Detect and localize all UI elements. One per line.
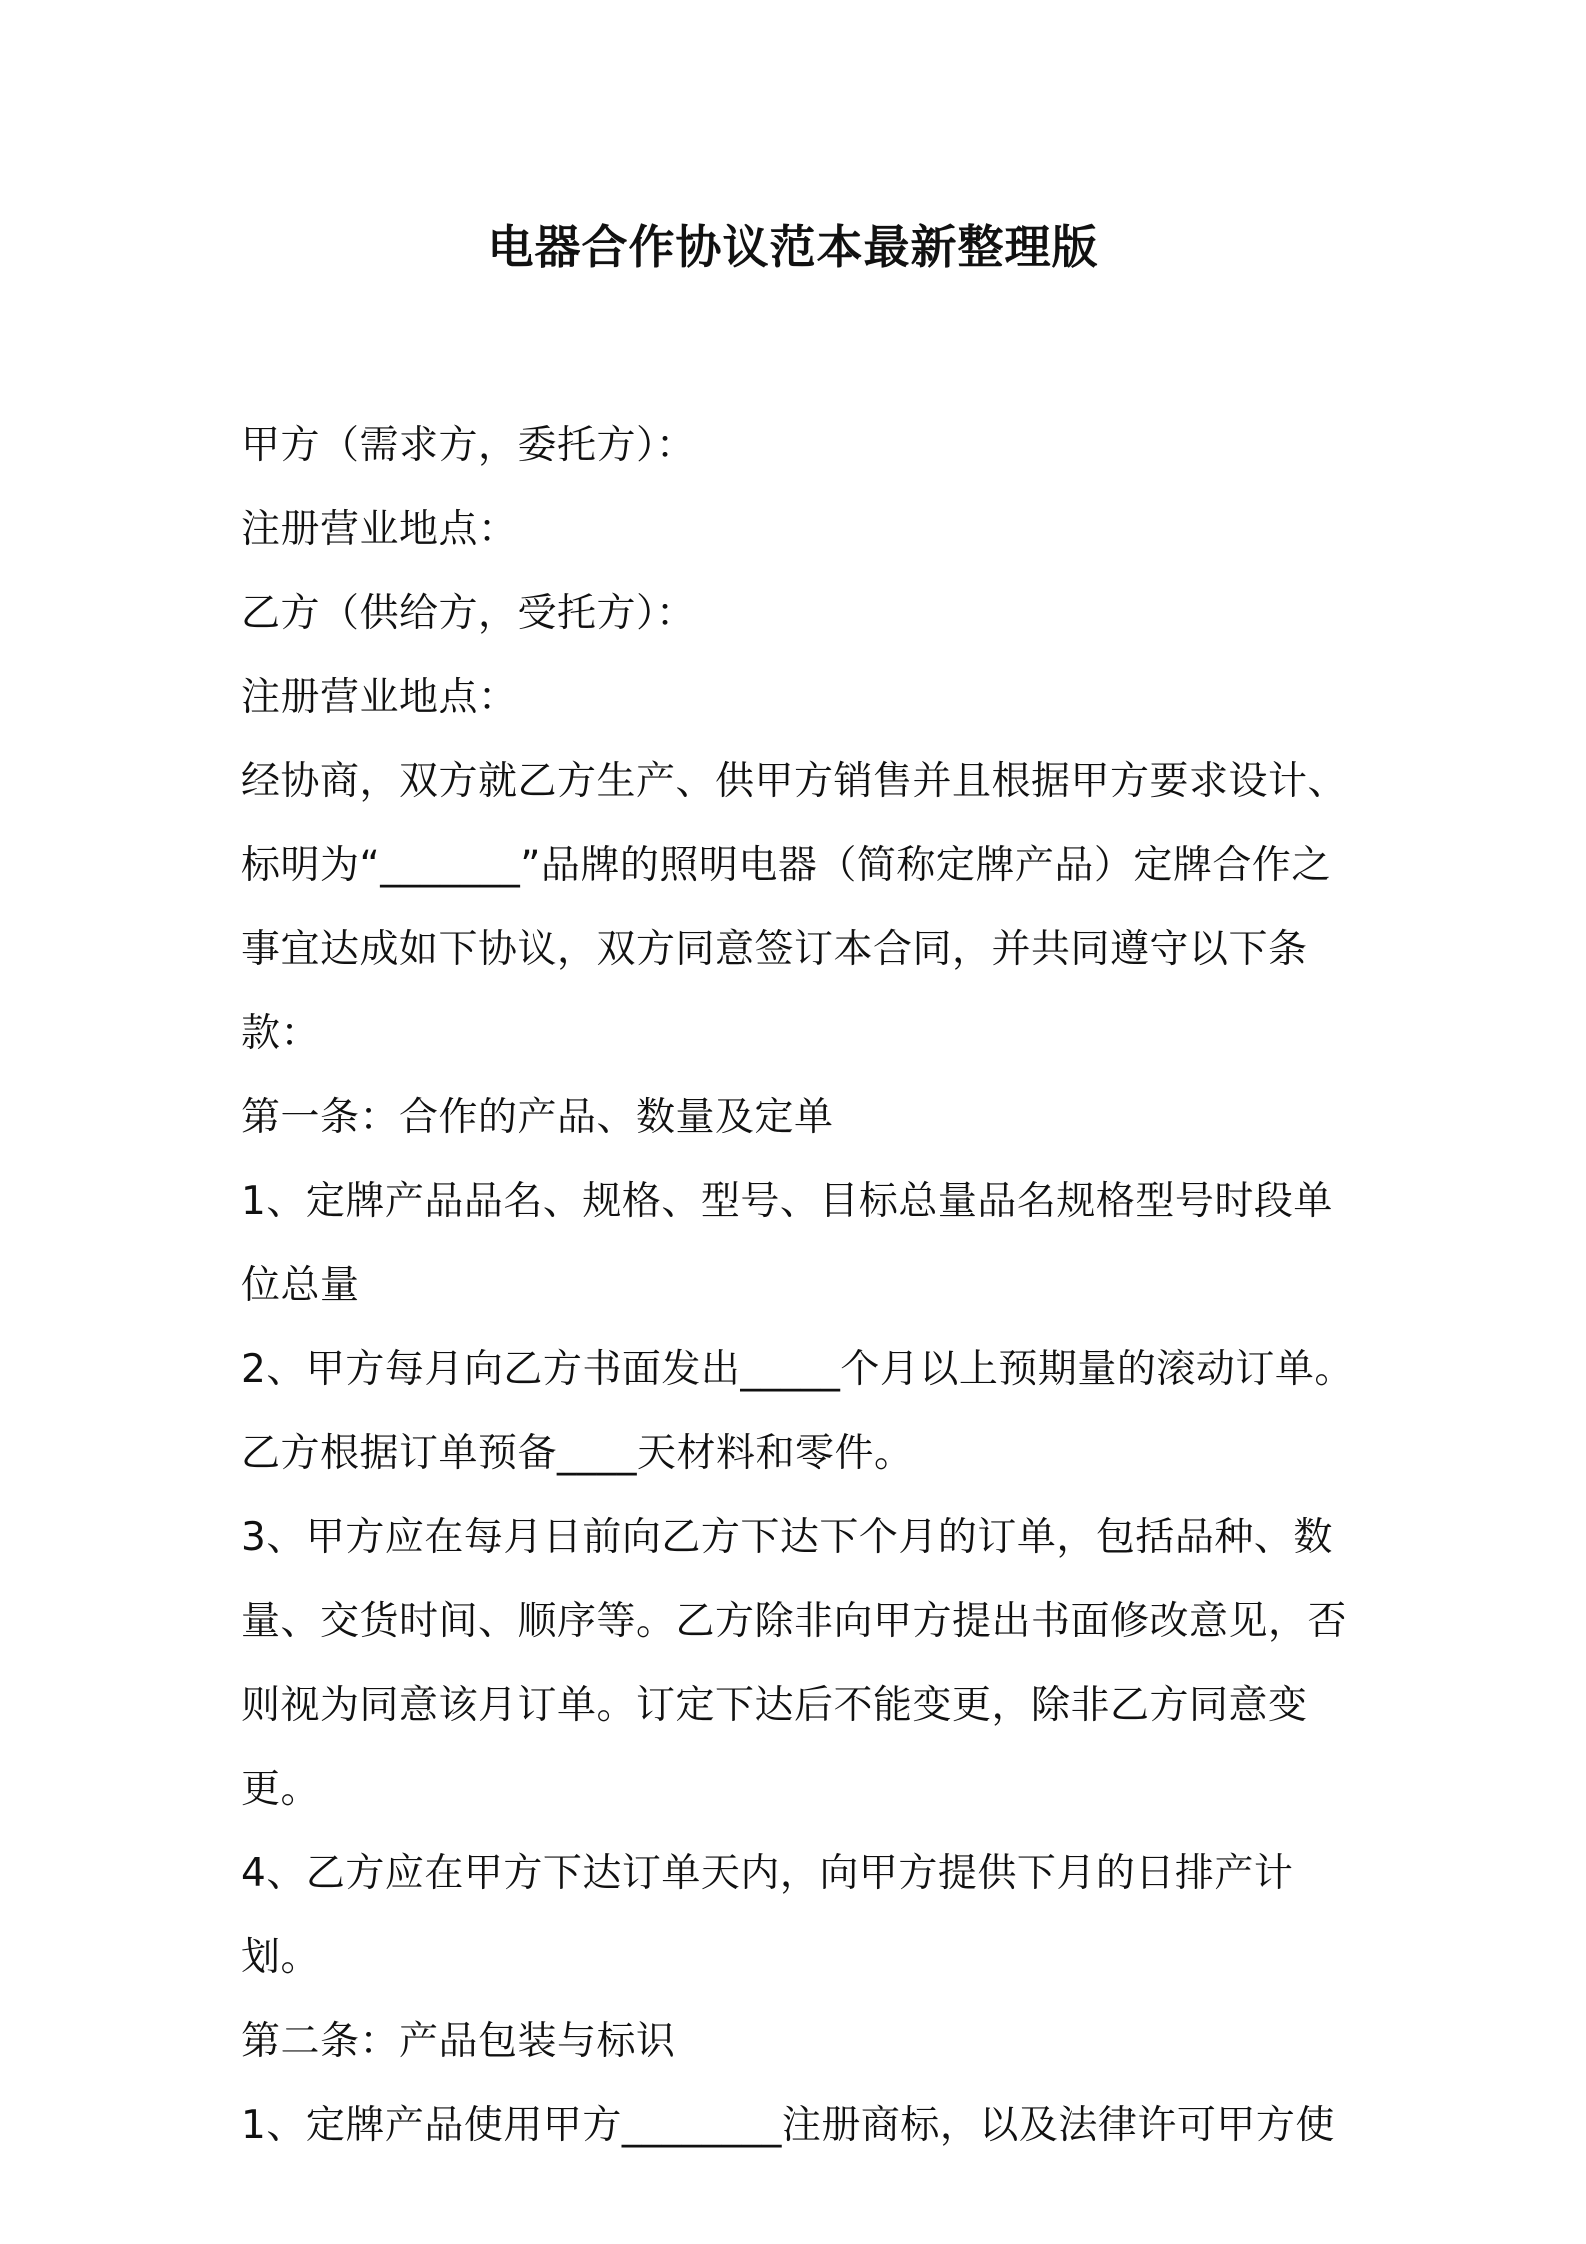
article-two-heading: 第二条：产品包装与标识 [241,2019,676,2064]
document-body [241,404,1361,2168]
article-two-item-1: 1、定牌产品使用甲方________注册商标，以及法律许可甲方使 [241,2103,1335,2148]
article-one-item-2: 2、甲方每月向乙方书面发出_____个月以上预期量的滚动订单。乙方根据订单预备____天材料和零件。 [241,1347,1354,1476]
party-a-line: 甲方（需求方，委托方）： [241,423,696,468]
article-one-item-4: 4、乙方应在甲方下达订单天内，向甲方提供下月的日排产计划。 [241,1851,1294,1980]
article-one-item-1: 1、定牌产品品名、规格、型号、目标总量品名规格型号时段单位总量 [241,1179,1333,1308]
article-one-item-3: 3、甲方应在每月日前向乙方下达下个月的订单，包括品种、数量、交货时间、顺序等。乙方除非向甲方提出书面修改意见，否则视为同意该月订单。订定下达后不能变更，除非乙方同意变更。 [241,1515,1348,1812]
preamble-paragraph: 经协商，双方就乙方生产、供甲方销售并且根据甲方要求设计、标明为“_______”品牌的照明电器（简称定牌产品）定牌合作之事宜达成如下协议，双方同意签订本合同，并共同遵守以下条款： [241,759,1348,1056]
party-b-address-line: 注册营业地点： [241,675,518,720]
party-b-line: 乙方（供给方，受托方）： [241,591,696,636]
article-one-heading: 第一条：合作的产品、数量及定单 [241,1095,834,1140]
document-title: 电器合作协议范本最新整理版 [487,220,1099,274]
party-a-address-line: 注册营业地点： [241,507,518,552]
